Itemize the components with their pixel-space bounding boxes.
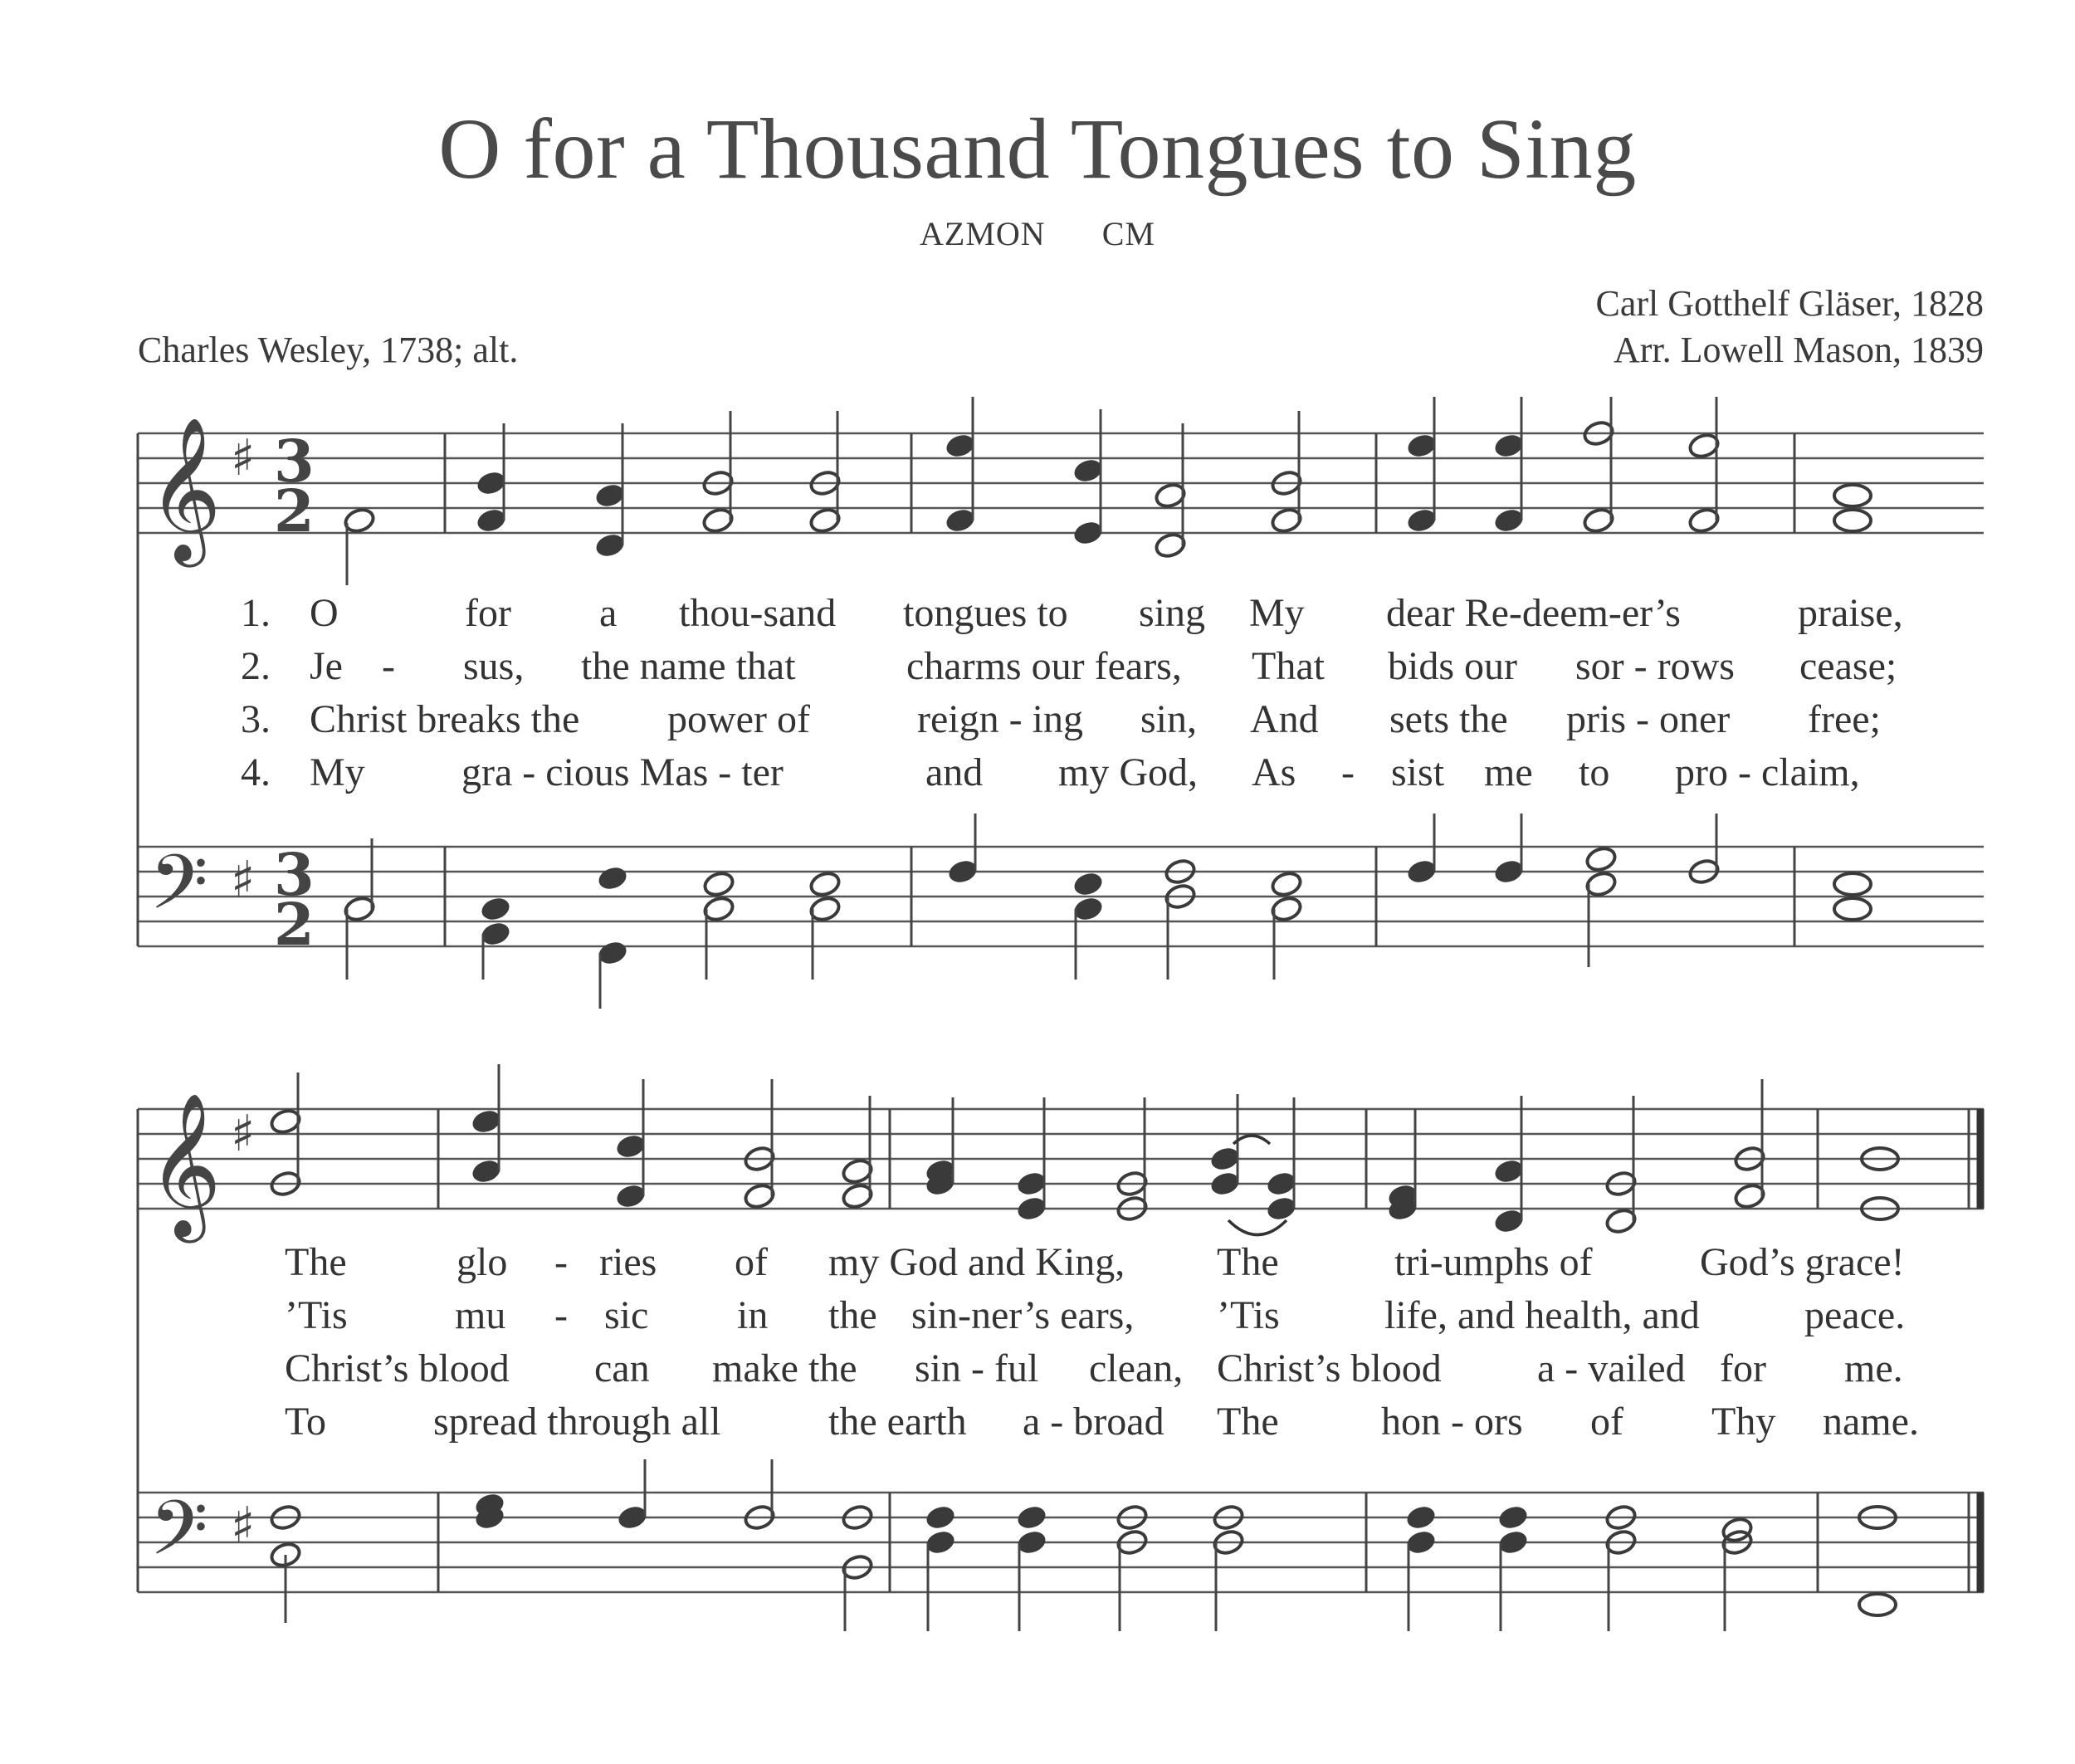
lyric: ’Tis xyxy=(285,1293,348,1337)
lyric: gra - cious Mas - ter xyxy=(461,750,784,794)
bass-clef-icon: 𝄢 xyxy=(149,838,208,945)
whole-note xyxy=(1834,485,1871,506)
lyric: sor - rows xyxy=(1575,644,1735,688)
bass-notes-1 xyxy=(343,814,1871,1009)
lyric: The xyxy=(285,1240,347,1284)
lyric: of xyxy=(1590,1400,1623,1444)
lyric: for xyxy=(465,591,511,635)
lyric: sin - ful xyxy=(915,1346,1039,1390)
lyric: - xyxy=(554,1240,568,1284)
lyric: in xyxy=(737,1293,769,1337)
lyric: O xyxy=(310,591,339,635)
lyric: and xyxy=(925,750,984,794)
lyric: The xyxy=(1217,1240,1279,1284)
words-credit: Charles Wesley, 1738; alt. xyxy=(138,330,519,370)
time-signature-bottom: 2 xyxy=(274,476,315,545)
tune-name: AZMON xyxy=(920,215,1046,252)
whole-note xyxy=(1834,873,1871,895)
lyric: peace. xyxy=(1804,1293,1906,1337)
lyric: My xyxy=(310,750,365,794)
lyric: my God and King, xyxy=(828,1240,1125,1284)
lyric: praise, xyxy=(1798,591,1903,635)
lyric: Christ breaks the xyxy=(310,697,580,741)
lyrics-system-1 xyxy=(241,591,1903,794)
lyric: sin, xyxy=(1140,697,1198,741)
lyric: the earth xyxy=(828,1400,967,1444)
note xyxy=(808,870,842,898)
lyric: spread through all xyxy=(433,1400,721,1444)
lyric: glo xyxy=(456,1240,508,1284)
note xyxy=(1584,845,1618,873)
lyric: a - broad xyxy=(1023,1400,1164,1444)
lyric: My xyxy=(1249,591,1305,635)
lyric: thou-sand xyxy=(679,591,837,635)
lyric: sin-ner’s ears, xyxy=(911,1293,1135,1337)
lyric: me. xyxy=(1844,1346,1903,1390)
lyric: mu xyxy=(455,1293,506,1337)
note xyxy=(1072,870,1105,898)
sharp-icon: ♯ xyxy=(231,429,256,487)
lyric: to xyxy=(1579,750,1610,794)
lyric: bids our xyxy=(1388,644,1517,688)
lyric: cease; xyxy=(1799,644,1897,688)
meter: CM xyxy=(1101,215,1155,252)
lyric: Christ’s blood xyxy=(285,1346,510,1390)
note xyxy=(1015,1503,1048,1532)
lyric: ’Tis xyxy=(1217,1293,1280,1337)
time-signature-bottom: 2 xyxy=(274,890,315,959)
lyric: pris - oner xyxy=(1566,697,1731,741)
sharp-icon: ♯ xyxy=(231,851,256,909)
sharp-icon: ♯ xyxy=(231,1105,256,1163)
lyric: power of xyxy=(667,697,810,741)
verse-number: 2. xyxy=(241,644,271,688)
note xyxy=(596,864,629,892)
lyric: the name that xyxy=(581,644,796,688)
lyric: free; xyxy=(1808,697,1881,741)
lyric: the xyxy=(828,1293,877,1337)
lyric: tri-umphs of xyxy=(1394,1240,1593,1284)
lyric: a - vailed xyxy=(1537,1346,1686,1390)
lyric: sus, xyxy=(463,644,525,688)
time-signature-top: 3 xyxy=(274,840,315,909)
lyric: me xyxy=(1484,750,1533,794)
verse-number: 4. xyxy=(241,750,271,794)
lyric: - xyxy=(382,644,395,688)
whole-note xyxy=(1834,898,1871,920)
lyric: name. xyxy=(1823,1400,1919,1444)
treble-notes-1 xyxy=(343,397,1871,585)
lyric: - xyxy=(554,1293,568,1337)
treble-clef-icon: 𝄞 xyxy=(148,417,222,561)
treble-clef-icon: 𝄞 xyxy=(148,1092,222,1237)
lyric: The xyxy=(1217,1400,1279,1444)
lyric: As xyxy=(1252,750,1296,794)
lyric: - xyxy=(1341,750,1355,794)
verse-number: 1. xyxy=(241,591,271,635)
lyric: reign - ing xyxy=(917,697,1083,741)
lyric: sic xyxy=(604,1293,649,1337)
verse-number: 3. xyxy=(241,697,271,741)
note xyxy=(1404,1503,1438,1532)
composer-credit: Carl Gotthelf Gläser, 1828 xyxy=(1595,283,1984,324)
lyric: dear Re-deem-er’s xyxy=(1386,591,1681,635)
note xyxy=(924,1503,957,1532)
lyric: charms our fears, xyxy=(906,644,1182,688)
lyric: That xyxy=(1252,644,1325,688)
lyric: hon - ors xyxy=(1381,1400,1523,1444)
note xyxy=(702,870,735,898)
lyric: To xyxy=(285,1400,326,1444)
lyric: clean, xyxy=(1089,1346,1184,1390)
arranger-credit: Arr. Lowell Mason, 1839 xyxy=(1613,330,1984,370)
bass-staff-2 xyxy=(138,1493,1984,1592)
note xyxy=(1496,1503,1530,1532)
lyric: Christ’s blood xyxy=(1217,1346,1442,1390)
hymn-title: O for a Thousand Tongues to Sing xyxy=(438,101,1637,197)
lyric: Je xyxy=(310,644,343,688)
lyric: my God, xyxy=(1058,750,1198,794)
note xyxy=(1270,870,1303,898)
lyric: a xyxy=(599,591,618,635)
lyric: ries xyxy=(599,1240,657,1284)
note xyxy=(479,895,512,923)
system-2 xyxy=(138,1064,1984,1631)
lyric: pro - claim, xyxy=(1675,750,1860,794)
lyric: tongues to xyxy=(903,591,1068,635)
system-1 xyxy=(138,397,1984,1009)
lyric: sist xyxy=(1391,750,1445,794)
lyric: Thy xyxy=(1711,1400,1776,1444)
lyric: of xyxy=(735,1240,768,1284)
slur-icon xyxy=(1228,1220,1286,1235)
lyric: make the xyxy=(712,1346,857,1390)
lyric: life, and health, and xyxy=(1384,1293,1700,1337)
tie-icon xyxy=(1233,1136,1270,1144)
whole-note xyxy=(1834,510,1871,531)
time-signature-top: 3 xyxy=(274,427,315,496)
lyric: sing xyxy=(1139,591,1206,635)
lyric: God’s grace! xyxy=(1700,1240,1905,1284)
treble-staff-2 xyxy=(138,1109,1984,1209)
bass-notes-2 xyxy=(269,1459,1896,1631)
bass-clef-icon: 𝄢 xyxy=(149,1484,208,1591)
lyric: for xyxy=(1720,1346,1766,1390)
lyric: sets the xyxy=(1389,697,1508,741)
treble-staff-1 xyxy=(138,433,1984,533)
lyric: And xyxy=(1250,697,1319,741)
lyrics-system-2 xyxy=(285,1240,1919,1444)
lyric: can xyxy=(594,1346,650,1390)
sharp-icon: ♯ xyxy=(231,1497,256,1555)
whole-note xyxy=(1859,1594,1896,1615)
